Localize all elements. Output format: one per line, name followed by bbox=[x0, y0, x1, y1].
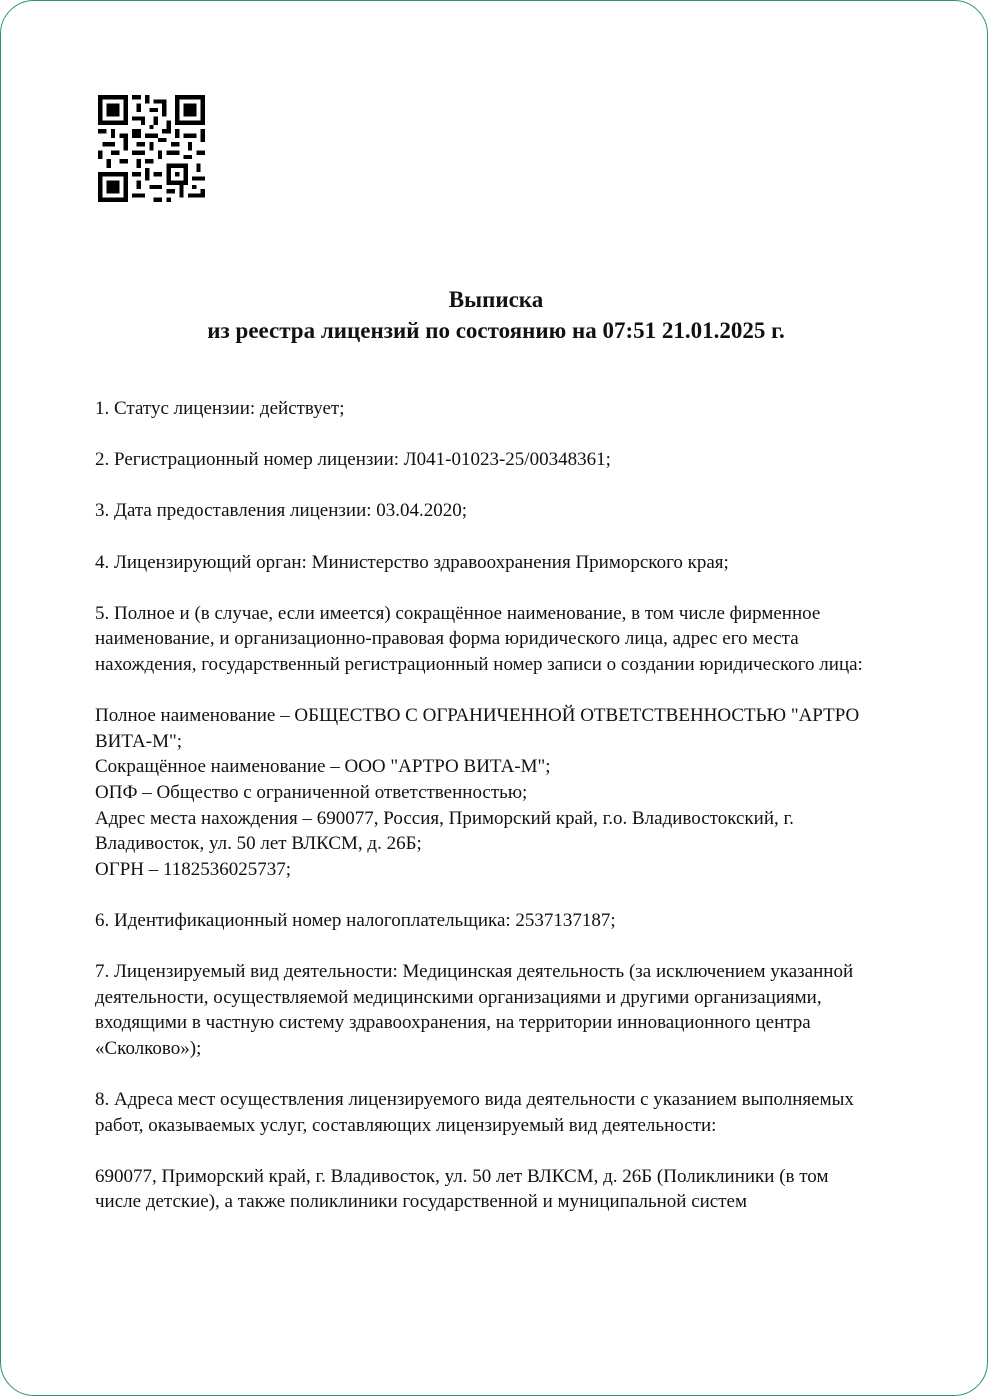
status-line: 1. Статус лицензии: действует; bbox=[95, 398, 345, 419]
qr-code-icon bbox=[98, 95, 205, 202]
inn-line: 6. Идентификационный номер налогоплательщика: 2537137187; bbox=[95, 909, 616, 931]
item7-line-4: «Сколково»); bbox=[95, 1037, 202, 1059]
item5-line-3: нахождения, государственный регистрационный номер записи о создании юридического лица: bbox=[95, 653, 863, 675]
entity-details bbox=[95, 703, 945, 882]
short-name-line: Сокращённое наименование – ООО "АРТРО ВИТА-М"; bbox=[95, 756, 551, 778]
item-8 bbox=[95, 1087, 945, 1138]
item-7 bbox=[95, 959, 945, 1061]
item-reg-number bbox=[95, 447, 945, 473]
place-line-2: числе детские), а также поликлиники государственной и муниципальной систем bbox=[95, 1191, 747, 1213]
item-authority bbox=[95, 550, 945, 576]
title-line-1: Выписка bbox=[448, 287, 544, 312]
item8-line-1: 8. Адреса мест осуществления лицензируемого вида деятельности с указанием выполняемых bbox=[95, 1089, 854, 1111]
item5-line-1: 5. Полное и (в случае, если имеется) сокращённое наименование, в том числе фирменное bbox=[95, 602, 821, 624]
item7-line-3: входящими в частную систему здравоохранения, на территории инновационного центра bbox=[95, 1012, 811, 1034]
item-date bbox=[95, 498, 945, 524]
address-line-1: Адрес места нахождения – 690077, Россия, Приморский край, г.о. Владивостокский, г. bbox=[95, 807, 794, 829]
place-of-activity bbox=[95, 1164, 945, 1215]
full-name-line-2: ВИТА-М"; bbox=[95, 730, 183, 752]
address-line-2: Владивосток, ул. 50 лет ВЛКСМ, д. 26Б; bbox=[95, 833, 422, 855]
item-status bbox=[95, 396, 945, 422]
item-inn bbox=[95, 908, 945, 934]
reg-number-line: 2. Регистрационный номер лицензии: Л041-01023-25/00348361; bbox=[95, 449, 611, 471]
authority-line: 4. Лицензирующий орган: Министерство здравоохранения Приморского края; bbox=[95, 551, 729, 573]
item7-line-2: деятельности, осуществляемой медицинскими организациями и другими организациями, bbox=[95, 986, 822, 1008]
title-line-2: из реестра лицензий по состоянию на 07:51 21.01.2025 г. bbox=[207, 318, 785, 343]
item-5 bbox=[95, 601, 945, 678]
item7-line-1: 7. Лицензируемый вид деятельности: Медицинская деятельность (за исключением указанной bbox=[95, 961, 854, 983]
item5-line-2: наименование, и организационно-правовая форма юридического лица, адрес его места bbox=[95, 628, 799, 650]
opf-line: ОПФ – Общество с ограниченной ответственностью; bbox=[95, 781, 528, 803]
full-name-line-1: Полное наименование – ОБЩЕСТВО С ОГРАНИЧЕННОЙ ОТВЕТСТВЕННОСТЬЮ "АРТРО bbox=[95, 705, 860, 727]
item8-line-2: работ, оказываемых услуг, составляющих лицензируемый вид деятельности: bbox=[95, 1114, 717, 1136]
date-line: 3. Дата предоставления лицензии: 03.04.2020; bbox=[95, 500, 468, 522]
place-line-1: 690077, Приморский край, г. Владивосток, ул. 50 лет ВЛКСМ, д. 26Б (Поликлиники (в том bbox=[95, 1165, 829, 1187]
document-body bbox=[95, 396, 945, 1241]
ogrn-line: ОГРН – 1182536025737; bbox=[95, 858, 292, 880]
document-title bbox=[1, 284, 990, 346]
